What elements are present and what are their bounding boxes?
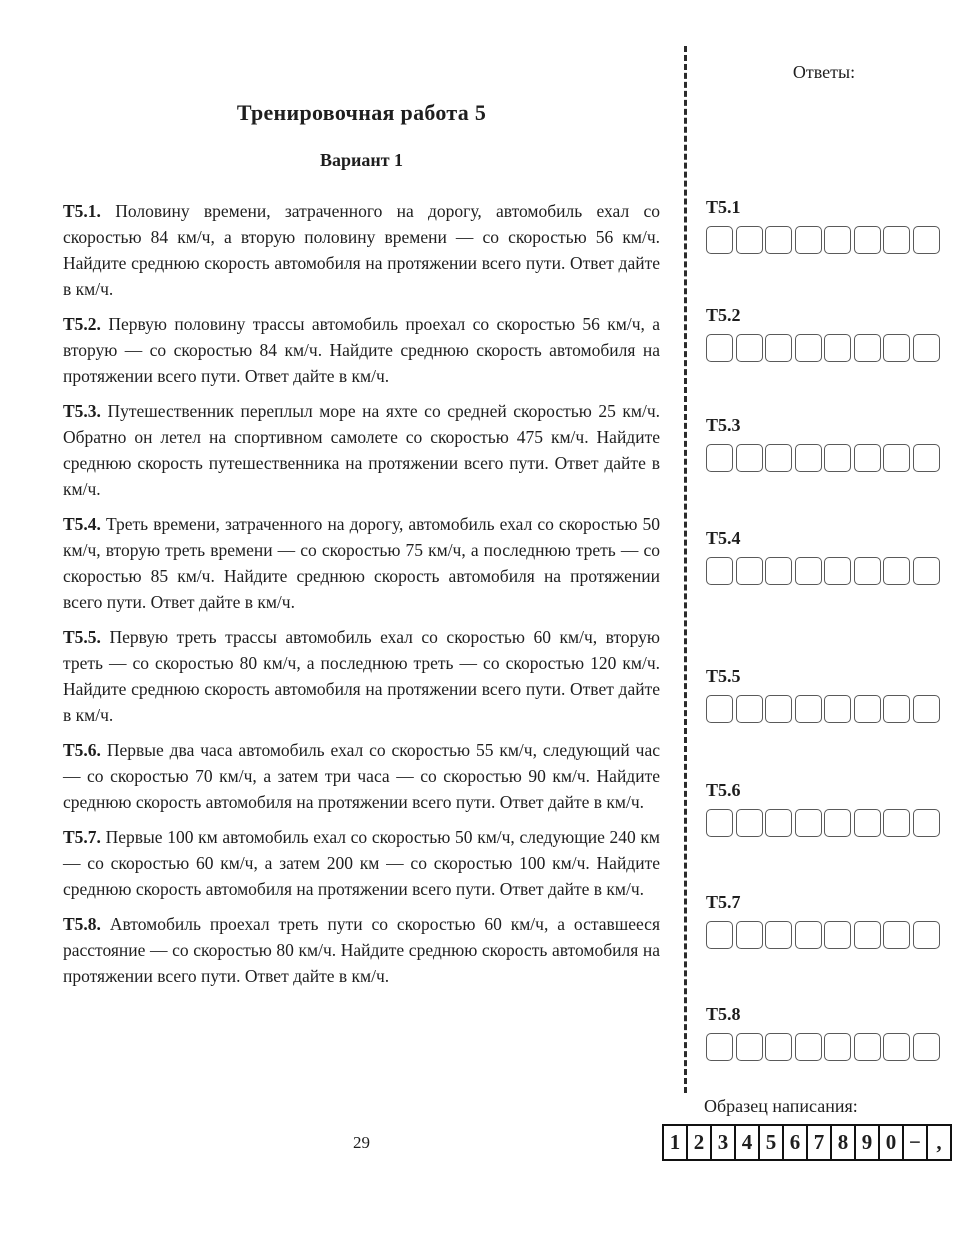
answer-cell [883,921,910,949]
answer-cell [824,695,851,723]
answer-cell [736,557,763,585]
answer-cell [795,334,822,362]
sample-char: 1 [662,1124,688,1161]
problem-text: Автомобиль проехал треть пути со скоростью 60 км/ч, а оставшееся расстояние — со скоростью 80 км/ч. Найдите среднюю скорость автомобиля на протяжении всего пути. Ответ дайте в км/ч. [63,914,661,986]
answer-cell [706,921,733,949]
answer-cell [765,444,792,472]
answer-cell [706,557,733,585]
answer-label: Т5.4 [706,528,741,548]
answer-cells [706,1033,946,1061]
answer-cell [824,444,851,472]
sample-char: 0 [878,1124,904,1161]
answer-cell [824,1033,851,1061]
problem-t5-1 [63,198,660,302]
sample-char: 4 [734,1124,760,1161]
answer-cell [883,809,910,837]
sample-char: , [926,1124,952,1161]
problem-t5-8 [63,911,660,989]
answer-cells [706,809,946,837]
answer-cell [736,809,763,837]
answer-cell [736,226,763,254]
answer-cell [765,921,792,949]
problem-t5-6 [63,737,660,815]
answer-cell [765,226,792,254]
answer-label: Т5.7 [706,892,741,912]
sample-char: 6 [782,1124,808,1161]
answer-label: Т5.8 [706,1004,741,1024]
answer-cell [736,921,763,949]
answer-cell [706,334,733,362]
answer-cell [854,921,881,949]
answer-cell [913,809,940,837]
answer-cell [854,809,881,837]
sample-char: − [902,1124,928,1161]
answer-cell [913,444,940,472]
answer-cells [706,334,946,362]
answer-cell [854,226,881,254]
answer-cell [706,695,733,723]
answer-cells [706,557,946,585]
answer-cell [824,557,851,585]
problems-column [63,0,660,998]
problems-list [63,198,660,989]
answer-label: Т5.5 [706,666,741,686]
answer-block-t5-3 [706,415,946,472]
sample-char: 8 [830,1124,856,1161]
answer-cell [883,695,910,723]
sample-caption: Образец написания: [704,1096,858,1116]
answer-cells [706,444,946,472]
answer-cell [913,921,940,949]
problem-text: Треть времени, затраченного на дорогу, автомобиль ехал со скоростью 50 км/ч, вторую треть времени — со скоростью 75 км/ч, а последнюю треть — со скоростью 85 км/ч. Найдите среднюю скорость автомобиля на протяжении всего пути. Ответ дайте в км/ч. [63,514,661,612]
answer-cell [824,921,851,949]
answer-block-t5-1 [706,197,946,254]
answer-cell [795,695,822,723]
problem-text: Путешественник переплыл море на яхте со средней скоростью 25 км/ч. Обратно он летел на спортивном самолете со скоростью 475 км/ч. Найдите среднюю скорость путешественника на протяжении всего пути. Ответ дайте в км/ч. [63,401,661,499]
answer-cell [795,1033,822,1061]
answer-cell [824,226,851,254]
answer-cell [765,334,792,362]
sample-char: 9 [854,1124,880,1161]
answer-cell [824,334,851,362]
answer-block-t5-2 [706,305,946,362]
answer-cells [706,695,946,723]
answer-cell [883,1033,910,1061]
problem-number: Т5.7. [63,827,101,847]
sample-writing-row [662,1124,952,1161]
problem-t5-2 [63,311,660,389]
answer-cell [854,1033,881,1061]
answer-cell [765,809,792,837]
answer-cell [883,334,910,362]
problem-text: Первую половину трассы автомобиль проехал со скоростью 56 км/ч, а вторую — со скоростью 84 км/ч. Найдите среднюю скорость автомобиля на протяжении всего пути. Ответ дайте в км/ч. [63,314,661,386]
answer-cell [854,557,881,585]
problem-number: Т5.8. [63,914,101,934]
answer-label: Т5.2 [706,305,741,325]
answer-cell [824,809,851,837]
answer-cell [795,444,822,472]
sample-char: 7 [806,1124,832,1161]
problem-t5-5 [63,624,660,728]
problem-text: Первые 100 км автомобиль ехал со скоростью 50 км/ч, следующие 240 км — со скоростью 60 км/ч, а затем 200 км — со скоростью 100 км/ч. Найдите среднюю скорость автомобиля на протяжении всего пути. Ответ дайте в км/ч. [63,827,660,899]
answer-block-t5-7 [706,892,946,949]
answer-cell [795,809,822,837]
problem-t5-7 [63,824,660,902]
answer-cell [913,334,940,362]
problem-number: Т5.3. [63,401,101,421]
problem-number: Т5.6. [63,740,101,760]
answer-cell [913,557,940,585]
answer-label: Т5.6 [706,780,741,800]
answer-cell [795,557,822,585]
answer-cell [854,444,881,472]
answer-cell [854,695,881,723]
answer-cells [706,921,946,949]
answer-cell [913,226,940,254]
problem-text: Половину времени, затраченного на дорогу, автомобиль ехал со скоростью 84 км/ч, а вторую половину времени — со скоростью 56 км/ч. Найдите среднюю скорость автомобиля на протяжении всего пути. Ответ дайте в км/ч. [63,201,661,299]
answer-cell [765,695,792,723]
problem-t5-3 [63,398,660,502]
answer-cell [706,809,733,837]
answer-label: Т5.3 [706,415,741,435]
answer-cell [706,226,733,254]
sample-char: 3 [710,1124,736,1161]
answer-cell [736,444,763,472]
answer-cell [736,1033,763,1061]
problem-text: Первую треть трассы автомобиль ехал со скоростью 60 км/ч, вторую треть — со скоростью 80 км/ч, а последнюю треть — со скоростью 120 км/ч. Найдите среднюю скорость автомобиля на протяжении всего пути. Ответ дайте в км/ч. [63,627,660,725]
answer-cell [706,444,733,472]
page-title: Тренировочная работа 5 [236,100,487,125]
answer-cell [765,1033,792,1061]
answer-cell [765,557,792,585]
answer-cell [854,334,881,362]
answer-cell [913,695,940,723]
answer-cell [736,334,763,362]
answer-cell [883,557,910,585]
problem-number: Т5.2. [63,314,101,334]
answer-cell [706,1033,733,1061]
problem-number: Т5.1. [63,201,101,221]
answer-cell [883,226,910,254]
problem-text: Первые два часа автомобиль ехал со скоростью 55 км/ч, следующий час — со скоростью 70 км/ч, а затем три часа — со скоростью 90 км/ч. Найдите среднюю скорость автомобиля на протяжении всего пути. Ответ дайте в км/ч. [63,740,661,812]
problem-t5-4 [63,511,660,615]
answers-header: Ответы: [792,62,856,82]
problem-number: Т5.5. [63,627,101,647]
sample-char: 5 [758,1124,784,1161]
problem-number: Т5.4. [63,514,101,534]
dashed-divider [684,46,687,1093]
answer-block-t5-6 [706,780,946,837]
answer-label: Т5.1 [706,197,741,217]
variant-subtitle: Вариант 1 [319,150,404,170]
sample-char: 2 [686,1124,712,1161]
answer-cells [706,226,946,254]
answer-block-t5-5 [706,666,946,723]
answer-cell [883,444,910,472]
answer-cell [795,921,822,949]
answer-cell [913,1033,940,1061]
answer-cell [795,226,822,254]
answer-block-t5-8 [706,1004,946,1061]
answer-block-t5-4 [706,528,946,585]
answer-cell [736,695,763,723]
page-number: 29 [353,1133,370,1152]
